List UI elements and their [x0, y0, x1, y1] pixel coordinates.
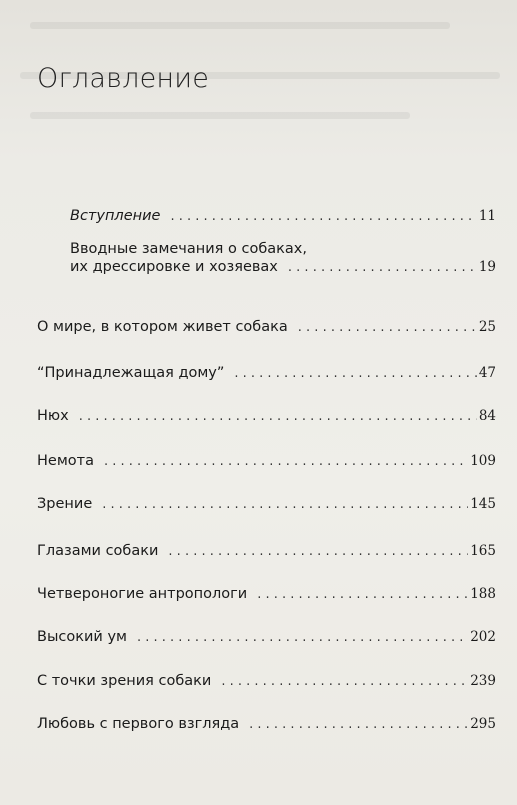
dot-leader: [102, 496, 468, 514]
toc-entry-title-line1: Вводные замечания о собаках,: [70, 241, 307, 257]
dot-leader: [257, 586, 468, 604]
toc-entry-page: 84: [478, 408, 496, 424]
page-title: Оглавление: [37, 63, 210, 94]
toc-entry-title: Вступление: [70, 208, 161, 224]
toc-entry-page: 202: [470, 629, 496, 645]
toc-entry-page: 145: [470, 496, 496, 512]
dot-leader: [168, 543, 468, 561]
toc-entry-title: “Принадлежащая дому”: [37, 365, 225, 381]
toc-entry-chapter: [37, 452, 496, 471]
toc-entry-title: Зрение: [37, 496, 93, 512]
toc-entry-title: Глазами собаки: [37, 543, 159, 559]
dot-leader: [234, 365, 476, 383]
toc-entry-page: 165: [470, 543, 496, 559]
toc-entry-page: 109: [470, 453, 496, 469]
dot-leader: [249, 716, 468, 734]
toc-entry-chapter: [37, 407, 496, 426]
toc-entry-title: Четвероногие антропологи: [37, 586, 248, 602]
toc-entry-chapter: [37, 585, 496, 604]
toc-entry-title: Высокий ум: [37, 629, 127, 645]
dot-leader: [288, 259, 477, 277]
toc-entry-preliminary-notes: [70, 240, 496, 277]
toc-entry-title: С точки зрения собаки: [37, 673, 212, 689]
toc-entry-chapter: [37, 364, 496, 383]
toc-entry-chapter: [37, 715, 496, 734]
toc-entry-chapter: [37, 542, 496, 561]
toc-entry-page: 239: [470, 673, 496, 689]
toc-entry-chapter: [37, 318, 496, 337]
toc-entry-page: 47: [478, 365, 496, 381]
toc-entry-page: 295: [470, 716, 496, 732]
dot-leader: [104, 453, 468, 471]
dot-leader: [79, 408, 477, 426]
toc-entry-page: 188: [470, 586, 496, 602]
dot-leader: [137, 629, 468, 647]
dot-leader: [170, 208, 476, 226]
toc-entry-title: Немота: [37, 453, 94, 469]
toc-entry-page: 11: [478, 208, 496, 224]
toc-entry-chapter: [37, 672, 496, 691]
toc-entry-title: Нюх: [37, 408, 69, 424]
toc-entry-title-line2: их дрессировке и хозяевах: [70, 259, 278, 275]
toc-entry-introduction: [70, 207, 496, 226]
dot-leader: [298, 319, 477, 337]
toc-entry-title: О мире, в котором живет собака: [37, 319, 288, 335]
toc-entry-chapter: [37, 628, 496, 647]
toc-entry-page: 19: [478, 259, 496, 275]
toc-entry-title: Любовь с первого взгляда: [37, 716, 240, 732]
toc-entry-chapter: [37, 495, 496, 514]
dot-leader: [221, 673, 468, 691]
toc-entry-page: 25: [478, 319, 496, 335]
